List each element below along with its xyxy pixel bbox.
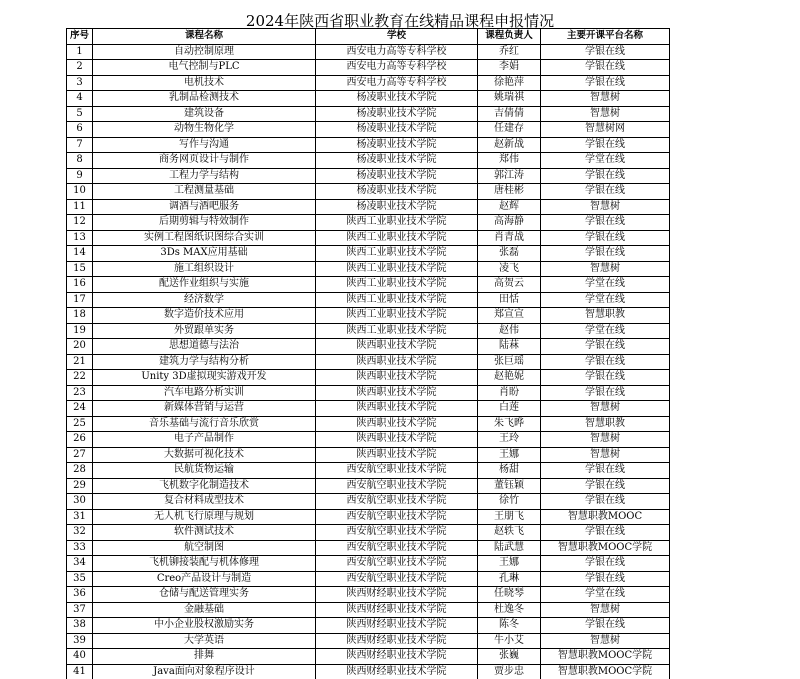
cell-course-name: 复合材料成型技术 xyxy=(93,494,316,510)
cell-lead: 张巨瑶 xyxy=(478,354,541,370)
cell-platform: 学银在线 xyxy=(541,354,670,370)
cell-platform: 智慧树 xyxy=(541,447,670,463)
cell-course-name: 实例工程图纸识图综合实训 xyxy=(93,230,316,246)
cell-lead: 孔琳 xyxy=(478,571,541,587)
cell-platform: 智慧树 xyxy=(541,633,670,649)
cell-course-name: 自动控制原理 xyxy=(93,44,316,60)
cell-index: 2 xyxy=(67,60,93,76)
cell-lead: 王娜 xyxy=(478,556,541,572)
cell-course-name: 3Ds MAX应用基础 xyxy=(93,246,316,262)
table-row xyxy=(67,618,670,634)
cell-school: 西安航空职业技术学院 xyxy=(316,525,478,541)
table-row xyxy=(67,571,670,587)
cell-lead: 赵艳妮 xyxy=(478,370,541,386)
cell-platform: 学银在线 xyxy=(541,478,670,494)
table-row xyxy=(67,432,670,448)
cell-index: 41 xyxy=(67,664,93,679)
cell-platform: 学银在线 xyxy=(541,556,670,572)
cell-school: 杨凌职业技术学院 xyxy=(316,91,478,107)
cell-lead: 陆菻 xyxy=(478,339,541,355)
table-row xyxy=(67,385,670,401)
cell-index: 13 xyxy=(67,230,93,246)
cell-school: 陕西职业技术学院 xyxy=(316,401,478,417)
cell-lead: 杜逸冬 xyxy=(478,602,541,618)
table-row xyxy=(67,602,670,618)
cell-school: 陕西职业技术学院 xyxy=(316,432,478,448)
table-row xyxy=(67,292,670,308)
cell-course-name: 飞机数字化制造技术 xyxy=(93,478,316,494)
cell-platform: 学堂在线 xyxy=(541,587,670,603)
cell-platform: 智慧职教MOOC学院 xyxy=(541,540,670,556)
cell-course-name: 乳制品检测技术 xyxy=(93,91,316,107)
cell-index: 16 xyxy=(67,277,93,293)
cell-school: 陕西财经职业技术学院 xyxy=(316,664,478,679)
cell-course-name: 数字造价技术应用 xyxy=(93,308,316,324)
cell-platform: 智慧职教MOOC学院 xyxy=(541,649,670,665)
cell-school: 陕西财经职业技术学院 xyxy=(316,618,478,634)
header-index: 序号 xyxy=(67,29,93,45)
cell-lead: 高海静 xyxy=(478,215,541,231)
cell-course-name: 施工组织设计 xyxy=(93,261,316,277)
cell-school: 陕西财经职业技术学院 xyxy=(316,649,478,665)
table-body xyxy=(67,44,670,679)
cell-platform: 学银在线 xyxy=(541,463,670,479)
cell-lead: 白莲 xyxy=(478,401,541,417)
cell-index: 30 xyxy=(67,494,93,510)
cell-index: 6 xyxy=(67,122,93,138)
cell-course-name: 写作与沟通 xyxy=(93,137,316,153)
cell-index: 40 xyxy=(67,649,93,665)
cell-course-name: 配送作业组织与实施 xyxy=(93,277,316,293)
cell-platform: 学银在线 xyxy=(541,168,670,184)
table-row xyxy=(67,323,670,339)
cell-lead: 徐竹 xyxy=(478,494,541,510)
cell-school: 陕西职业技术学院 xyxy=(316,416,478,432)
cell-platform: 学银在线 xyxy=(541,60,670,76)
cell-index: 22 xyxy=(67,370,93,386)
header-course-name: 课程名称 xyxy=(93,29,316,45)
cell-index: 25 xyxy=(67,416,93,432)
cell-index: 4 xyxy=(67,91,93,107)
cell-index: 12 xyxy=(67,215,93,231)
table-row xyxy=(67,556,670,572)
cell-index: 37 xyxy=(67,602,93,618)
cell-course-name: 建筑力学与结构分析 xyxy=(93,354,316,370)
cell-course-name: 后期剪辑与特效制作 xyxy=(93,215,316,231)
cell-lead: 陈冬 xyxy=(478,618,541,634)
table-row xyxy=(67,199,670,215)
cell-platform: 学银在线 xyxy=(541,385,670,401)
cell-course-name: 汽车电路分析实训 xyxy=(93,385,316,401)
cell-course-name: Java面向对象程序设计 xyxy=(93,664,316,679)
cell-lead: 吉倩倩 xyxy=(478,106,541,122)
cell-course-name: 工程力学与结构 xyxy=(93,168,316,184)
cell-course-name: 电机技术 xyxy=(93,75,316,91)
cell-platform: 学银在线 xyxy=(541,618,670,634)
table-row xyxy=(67,540,670,556)
cell-index: 36 xyxy=(67,587,93,603)
cell-school: 西安航空职业技术学院 xyxy=(316,494,478,510)
cell-course-name: 商务网页设计与制作 xyxy=(93,153,316,169)
table-row xyxy=(67,44,670,60)
table-row xyxy=(67,137,670,153)
course-table xyxy=(66,28,670,679)
cell-index: 1 xyxy=(67,44,93,60)
table-row xyxy=(67,215,670,231)
cell-school: 西安航空职业技术学院 xyxy=(316,509,478,525)
table-row xyxy=(67,525,670,541)
cell-course-name: 电气控制与PLC xyxy=(93,60,316,76)
cell-platform: 学银在线 xyxy=(541,370,670,386)
cell-lead: 李娟 xyxy=(478,60,541,76)
table-row xyxy=(67,416,670,432)
cell-platform: 智慧树 xyxy=(541,91,670,107)
cell-index: 34 xyxy=(67,556,93,572)
table-row xyxy=(67,633,670,649)
cell-lead: 郭江涛 xyxy=(478,168,541,184)
cell-index: 18 xyxy=(67,308,93,324)
table-row xyxy=(67,230,670,246)
cell-school: 陕西工业职业技术学院 xyxy=(316,215,478,231)
cell-course-name: Unity 3D虚拟现实游戏开发 xyxy=(93,370,316,386)
cell-course-name: 思想道德与法治 xyxy=(93,339,316,355)
cell-school: 杨凌职业技术学院 xyxy=(316,122,478,138)
cell-lead: 杨甜 xyxy=(478,463,541,479)
cell-lead: 任建存 xyxy=(478,122,541,138)
cell-course-name: 大学英语 xyxy=(93,633,316,649)
table-row xyxy=(67,649,670,665)
cell-lead: 肖盼 xyxy=(478,385,541,401)
cell-index: 29 xyxy=(67,478,93,494)
cell-school: 陕西职业技术学院 xyxy=(316,339,478,355)
table-row xyxy=(67,75,670,91)
cell-index: 14 xyxy=(67,246,93,262)
cell-school: 陕西职业技术学院 xyxy=(316,370,478,386)
cell-platform: 学银在线 xyxy=(541,494,670,510)
cell-lead: 贾步忠 xyxy=(478,664,541,679)
cell-school: 陕西财经职业技术学院 xyxy=(316,633,478,649)
cell-school: 西安电力高等专科学校 xyxy=(316,44,478,60)
cell-lead: 赵辉 xyxy=(478,199,541,215)
cell-school: 西安航空职业技术学院 xyxy=(316,463,478,479)
cell-school: 陕西职业技术学院 xyxy=(316,385,478,401)
cell-index: 39 xyxy=(67,633,93,649)
table-row xyxy=(67,246,670,262)
cell-course-name: 金融基础 xyxy=(93,602,316,618)
cell-lead: 张巍 xyxy=(478,649,541,665)
cell-school: 西安航空职业技术学院 xyxy=(316,478,478,494)
cell-course-name: 动物生物化学 xyxy=(93,122,316,138)
cell-lead: 肖青战 xyxy=(478,230,541,246)
cell-course-name: 外贸跟单实务 xyxy=(93,323,316,339)
cell-course-name: 无人机飞行原理与规划 xyxy=(93,509,316,525)
cell-platform: 智慧树 xyxy=(541,401,670,417)
cell-school: 杨凌职业技术学院 xyxy=(316,153,478,169)
cell-lead: 田恬 xyxy=(478,292,541,308)
cell-platform: 智慧树 xyxy=(541,602,670,618)
cell-index: 10 xyxy=(67,184,93,200)
cell-lead: 凌飞 xyxy=(478,261,541,277)
cell-platform: 学银在线 xyxy=(541,339,670,355)
cell-index: 8 xyxy=(67,153,93,169)
cell-course-name: 仓储与配送管理实务 xyxy=(93,587,316,603)
cell-school: 陕西财经职业技术学院 xyxy=(316,587,478,603)
cell-index: 33 xyxy=(67,540,93,556)
cell-lead: 王玲 xyxy=(478,432,541,448)
cell-course-name: 经济数学 xyxy=(93,292,316,308)
cell-index: 28 xyxy=(67,463,93,479)
cell-index: 9 xyxy=(67,168,93,184)
cell-index: 31 xyxy=(67,509,93,525)
cell-platform: 智慧职教MOOC学院 xyxy=(541,664,670,679)
cell-course-name: 调酒与酒吧服务 xyxy=(93,199,316,215)
header-row xyxy=(67,29,670,45)
header-school: 学校 xyxy=(316,29,478,45)
cell-platform: 学银在线 xyxy=(541,246,670,262)
cell-course-name: 排舞 xyxy=(93,649,316,665)
cell-school: 西安航空职业技术学院 xyxy=(316,540,478,556)
cell-index: 27 xyxy=(67,447,93,463)
cell-lead: 任晓琴 xyxy=(478,587,541,603)
cell-index: 23 xyxy=(67,385,93,401)
table-row xyxy=(67,277,670,293)
cell-course-name: 工程测量基础 xyxy=(93,184,316,200)
cell-school: 西安航空职业技术学院 xyxy=(316,571,478,587)
cell-platform: 学银在线 xyxy=(541,44,670,60)
cell-platform: 学银在线 xyxy=(541,215,670,231)
cell-platform: 学银在线 xyxy=(541,230,670,246)
table-row xyxy=(67,587,670,603)
cell-lead: 王娜 xyxy=(478,447,541,463)
cell-index: 35 xyxy=(67,571,93,587)
cell-lead: 姚瑞祺 xyxy=(478,91,541,107)
table-row xyxy=(67,370,670,386)
cell-platform: 智慧树 xyxy=(541,261,670,277)
cell-lead: 陆武慧 xyxy=(478,540,541,556)
cell-school: 陕西工业职业技术学院 xyxy=(316,230,478,246)
cell-lead: 徐艳萍 xyxy=(478,75,541,91)
cell-platform: 智慧树网 xyxy=(541,122,670,138)
table-row xyxy=(67,664,670,679)
table-row xyxy=(67,308,670,324)
cell-platform: 学堂在线 xyxy=(541,277,670,293)
table-row xyxy=(67,60,670,76)
cell-course-name: 建筑设备 xyxy=(93,106,316,122)
cell-school: 陕西职业技术学院 xyxy=(316,354,478,370)
cell-platform: 学银在线 xyxy=(541,137,670,153)
table-row xyxy=(67,463,670,479)
cell-platform: 智慧树 xyxy=(541,106,670,122)
cell-school: 西安电力高等专科学校 xyxy=(316,60,478,76)
table-row xyxy=(67,509,670,525)
cell-platform: 智慧树 xyxy=(541,432,670,448)
cell-platform: 学堂在线 xyxy=(541,153,670,169)
cell-school: 陕西工业职业技术学院 xyxy=(316,323,478,339)
cell-index: 19 xyxy=(67,323,93,339)
cell-platform: 智慧职教 xyxy=(541,416,670,432)
cell-school: 陕西职业技术学院 xyxy=(316,447,478,463)
cell-index: 15 xyxy=(67,261,93,277)
cell-school: 杨凌职业技术学院 xyxy=(316,137,478,153)
table-row xyxy=(67,339,670,355)
cell-platform: 学银在线 xyxy=(541,75,670,91)
cell-index: 7 xyxy=(67,137,93,153)
table-row xyxy=(67,354,670,370)
document-title: 2024年陕西省职业教育在线精品课程申报情况 xyxy=(245,12,555,30)
cell-platform: 学堂在线 xyxy=(541,292,670,308)
cell-lead: 高贺云 xyxy=(478,277,541,293)
cell-course-name: 软件测试技术 xyxy=(93,525,316,541)
table-row xyxy=(67,153,670,169)
cell-index: 20 xyxy=(67,339,93,355)
cell-course-name: 航空制图 xyxy=(93,540,316,556)
cell-course-name: 电子产品制作 xyxy=(93,432,316,448)
table-row xyxy=(67,184,670,200)
cell-platform: 智慧职教MOOC xyxy=(541,509,670,525)
table-row xyxy=(67,447,670,463)
cell-lead: 王朋飞 xyxy=(478,509,541,525)
cell-index: 17 xyxy=(67,292,93,308)
cell-platform: 学银在线 xyxy=(541,184,670,200)
cell-platform: 学银在线 xyxy=(541,571,670,587)
cell-school: 陕西工业职业技术学院 xyxy=(316,277,478,293)
cell-school: 杨凌职业技术学院 xyxy=(316,168,478,184)
cell-index: 26 xyxy=(67,432,93,448)
cell-index: 3 xyxy=(67,75,93,91)
cell-lead: 郑伟 xyxy=(478,153,541,169)
cell-school: 杨凌职业技术学院 xyxy=(316,199,478,215)
cell-lead: 郑宣宣 xyxy=(478,308,541,324)
table-row xyxy=(67,494,670,510)
cell-lead: 朱飞晔 xyxy=(478,416,541,432)
header-platform: 主要开课平台名称 xyxy=(541,29,670,45)
cell-school: 陕西工业职业技术学院 xyxy=(316,246,478,262)
cell-school: 陕西工业职业技术学院 xyxy=(316,261,478,277)
cell-course-name: 飞机铆接装配与机体修理 xyxy=(93,556,316,572)
cell-course-name: 民航货物运输 xyxy=(93,463,316,479)
cell-lead: 赵新战 xyxy=(478,137,541,153)
table-row xyxy=(67,478,670,494)
cell-platform: 学堂在线 xyxy=(541,323,670,339)
header-lead: 课程负责人 xyxy=(478,29,541,45)
cell-school: 陕西工业职业技术学院 xyxy=(316,308,478,324)
cell-school: 杨凌职业技术学院 xyxy=(316,184,478,200)
table-row xyxy=(67,401,670,417)
cell-school: 陕西财经职业技术学院 xyxy=(316,602,478,618)
table-row xyxy=(67,106,670,122)
cell-platform: 学银在线 xyxy=(541,525,670,541)
cell-index: 11 xyxy=(67,199,93,215)
cell-lead: 赵轶飞 xyxy=(478,525,541,541)
cell-course-name: 大数据可视化技术 xyxy=(93,447,316,463)
cell-school: 杨凌职业技术学院 xyxy=(316,106,478,122)
cell-platform: 智慧职教 xyxy=(541,308,670,324)
cell-lead: 唐桂彬 xyxy=(478,184,541,200)
table-row xyxy=(67,168,670,184)
cell-school: 西安电力高等专科学校 xyxy=(316,75,478,91)
cell-course-name: 中小企业股权激励实务 xyxy=(93,618,316,634)
table-row xyxy=(67,91,670,107)
cell-lead: 董钰颖 xyxy=(478,478,541,494)
cell-lead: 张磊 xyxy=(478,246,541,262)
cell-index: 24 xyxy=(67,401,93,417)
cell-lead: 牛小艾 xyxy=(478,633,541,649)
cell-index: 32 xyxy=(67,525,93,541)
cell-course-name: Creo产品设计与制造 xyxy=(93,571,316,587)
cell-course-name: 音乐基础与流行音乐欣赏 xyxy=(93,416,316,432)
table-row xyxy=(67,122,670,138)
cell-school: 西安航空职业技术学院 xyxy=(316,556,478,572)
cell-platform: 智慧树 xyxy=(541,199,670,215)
table-row xyxy=(67,261,670,277)
cell-school: 陕西工业职业技术学院 xyxy=(316,292,478,308)
cell-index: 38 xyxy=(67,618,93,634)
cell-lead: 乔红 xyxy=(478,44,541,60)
cell-index: 5 xyxy=(67,106,93,122)
cell-index: 21 xyxy=(67,354,93,370)
cell-lead: 赵伟 xyxy=(478,323,541,339)
cell-course-name: 新媒体营销与运营 xyxy=(93,401,316,417)
